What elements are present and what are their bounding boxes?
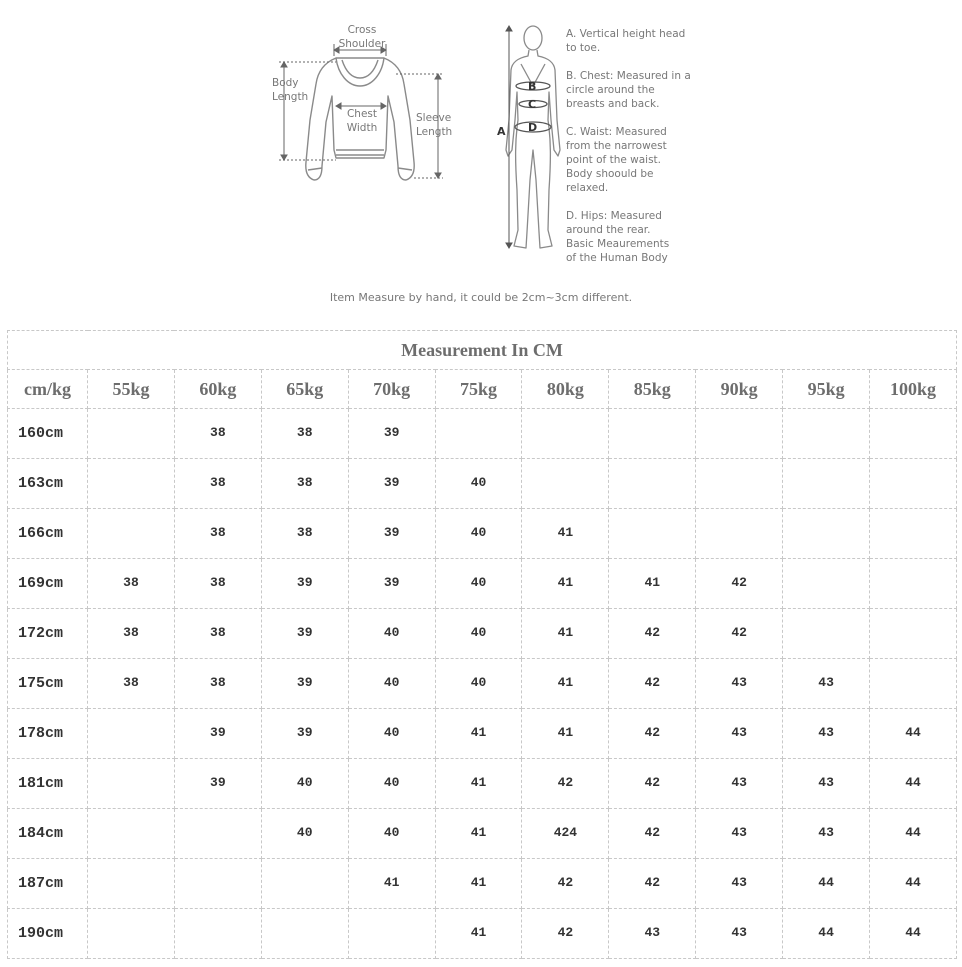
size-cell: 43 xyxy=(696,859,783,909)
size-cell: 40 xyxy=(348,809,435,859)
size-cell xyxy=(870,559,957,609)
size-cell: 38 xyxy=(174,609,261,659)
size-cell: 38 xyxy=(174,409,261,459)
size-cell xyxy=(88,459,175,509)
size-cell: 44 xyxy=(870,759,957,809)
size-cell xyxy=(174,809,261,859)
size-cell: 40 xyxy=(435,459,522,509)
size-cell: 44 xyxy=(870,909,957,959)
size-cell: 42 xyxy=(696,559,783,609)
sleeve-length-label: Sleeve Length xyxy=(416,112,453,138)
size-cell: 41 xyxy=(435,709,522,759)
size-cell xyxy=(435,409,522,459)
size-cell xyxy=(609,409,696,459)
size-cell: 38 xyxy=(261,409,348,459)
body-letter-d: D xyxy=(528,121,538,134)
size-cell: 42 xyxy=(609,809,696,859)
size-cell: 44 xyxy=(783,859,870,909)
size-cell: 42 xyxy=(609,609,696,659)
size-cell: 41 xyxy=(522,609,609,659)
size-cell xyxy=(88,909,175,959)
size-cell: 44 xyxy=(870,809,957,859)
table-title: Measurement In CM xyxy=(8,331,957,370)
size-cell: 38 xyxy=(88,659,175,709)
size-cell xyxy=(261,859,348,909)
table-row xyxy=(8,559,957,609)
size-cell xyxy=(522,409,609,459)
size-cell: 40 xyxy=(435,659,522,709)
body-letter-c: C xyxy=(528,98,537,111)
size-cell: 44 xyxy=(870,709,957,759)
size-cell: 39 xyxy=(348,509,435,559)
size-cell: 41 xyxy=(348,859,435,909)
size-cell: 38 xyxy=(174,509,261,559)
size-cell: 40 xyxy=(348,759,435,809)
column-header: 70kg xyxy=(348,370,435,409)
size-cell: 42 xyxy=(696,609,783,659)
table-row xyxy=(8,909,957,959)
size-cell: 41 xyxy=(522,709,609,759)
human-body-diagram xyxy=(0,0,962,290)
column-header: 75kg xyxy=(435,370,522,409)
size-cell: 41 xyxy=(435,759,522,809)
size-cell xyxy=(783,409,870,459)
size-cell xyxy=(88,709,175,759)
table-row xyxy=(8,809,957,859)
row-height-label: 172cm xyxy=(8,609,88,659)
column-header: 55kg xyxy=(88,370,175,409)
size-cell: 43 xyxy=(783,709,870,759)
size-cell: 38 xyxy=(174,559,261,609)
size-cell: 40 xyxy=(348,659,435,709)
row-height-label: 184cm xyxy=(8,809,88,859)
note-hips: D. Hips: Measured around the rear. Basic Meaurements of the Human Body xyxy=(566,210,670,264)
size-cell: 43 xyxy=(783,759,870,809)
size-cell xyxy=(174,859,261,909)
size-cell: 39 xyxy=(174,709,261,759)
row-height-label: 187cm xyxy=(8,859,88,909)
size-cell: 424 xyxy=(522,809,609,859)
table-row xyxy=(8,659,957,709)
size-cell: 43 xyxy=(609,909,696,959)
column-header: 85kg xyxy=(609,370,696,409)
size-cell: 43 xyxy=(783,809,870,859)
row-height-label: 160cm xyxy=(8,409,88,459)
size-cell xyxy=(870,609,957,659)
note-height: A. Vertical height head to toe. xyxy=(566,28,686,54)
size-cell: 43 xyxy=(696,809,783,859)
row-height-label: 169cm xyxy=(8,559,88,609)
size-cell: 39 xyxy=(261,709,348,759)
size-cell: 41 xyxy=(435,859,522,909)
size-cell xyxy=(870,409,957,459)
row-height-label: 181cm xyxy=(8,759,88,809)
size-cell: 43 xyxy=(696,659,783,709)
size-cell: 44 xyxy=(870,859,957,909)
size-cell: 40 xyxy=(261,809,348,859)
table-row xyxy=(8,609,957,659)
column-header: 65kg xyxy=(261,370,348,409)
cross-shoulder-label: Cross Shoulder xyxy=(338,24,386,50)
row-height-label: 175cm xyxy=(8,659,88,709)
size-cell xyxy=(870,509,957,559)
column-header: 95kg xyxy=(783,370,870,409)
size-cell: 42 xyxy=(609,709,696,759)
size-cell: 42 xyxy=(522,859,609,909)
size-cell xyxy=(88,809,175,859)
measure-caption: Item Measure by hand, it could be 2cm~3cm different. xyxy=(329,291,633,304)
table-row xyxy=(8,409,957,459)
size-cell: 38 xyxy=(88,559,175,609)
body-letter-b: B xyxy=(528,80,537,93)
size-cell: 40 xyxy=(435,609,522,659)
size-cell: 41 xyxy=(609,559,696,609)
size-cell xyxy=(88,759,175,809)
size-cell: 41 xyxy=(522,559,609,609)
size-cell: 40 xyxy=(261,759,348,809)
size-cell xyxy=(870,459,957,509)
size-cell: 39 xyxy=(348,459,435,509)
size-cell: 39 xyxy=(348,559,435,609)
size-cell: 43 xyxy=(696,759,783,809)
column-header-row xyxy=(8,370,957,409)
size-cell: 40 xyxy=(348,709,435,759)
size-cell xyxy=(348,909,435,959)
column-header: 80kg xyxy=(522,370,609,409)
table-row xyxy=(8,459,957,509)
measurement-notes xyxy=(566,27,706,279)
size-cell: 42 xyxy=(522,759,609,809)
size-cell: 43 xyxy=(696,909,783,959)
column-header: 90kg xyxy=(696,370,783,409)
size-cell: 42 xyxy=(609,859,696,909)
size-cell xyxy=(522,459,609,509)
size-cell xyxy=(88,859,175,909)
measurement-illustration xyxy=(0,0,962,320)
size-cell: 41 xyxy=(522,509,609,559)
size-cell: 41 xyxy=(435,809,522,859)
size-cell xyxy=(870,659,957,709)
size-cell: 40 xyxy=(435,509,522,559)
size-cell: 40 xyxy=(435,559,522,609)
table-row xyxy=(8,709,957,759)
size-cell: 42 xyxy=(609,759,696,809)
body-letter-a: A xyxy=(497,125,506,138)
row-height-label: 166cm xyxy=(8,509,88,559)
row-height-label: 163cm xyxy=(8,459,88,509)
size-cell: 39 xyxy=(261,659,348,709)
note-waist: C. Waist: Measured from the narrowest point of the waist. Body shoould be relaxed. xyxy=(566,126,667,194)
size-cell xyxy=(783,459,870,509)
row-height-label: 190cm xyxy=(8,909,88,959)
size-cell xyxy=(696,459,783,509)
table-row xyxy=(8,759,957,809)
size-chart-table xyxy=(7,330,957,959)
size-cell xyxy=(696,509,783,559)
size-cell: 39 xyxy=(348,409,435,459)
size-cell xyxy=(783,509,870,559)
table-row xyxy=(8,859,957,909)
size-cell xyxy=(88,409,175,459)
column-header: 60kg xyxy=(174,370,261,409)
size-cell: 39 xyxy=(261,559,348,609)
size-cell: 43 xyxy=(696,709,783,759)
size-cell xyxy=(783,559,870,609)
size-cell: 39 xyxy=(261,609,348,659)
size-cell: 41 xyxy=(522,659,609,709)
size-cell: 42 xyxy=(609,659,696,709)
size-cell xyxy=(261,909,348,959)
size-cell xyxy=(609,509,696,559)
size-cell xyxy=(174,909,261,959)
size-cell: 38 xyxy=(88,609,175,659)
note-chest: B. Chest: Measured in a circle around the breasts and back. xyxy=(566,70,691,110)
size-cell: 40 xyxy=(348,609,435,659)
size-cell: 42 xyxy=(522,909,609,959)
size-cell: 43 xyxy=(783,659,870,709)
chest-width-label: Chest Width xyxy=(346,108,378,134)
table-row xyxy=(8,509,957,559)
size-cell xyxy=(609,459,696,509)
size-cell xyxy=(88,509,175,559)
size-cell xyxy=(783,609,870,659)
size-cell: 38 xyxy=(174,459,261,509)
size-cell: 41 xyxy=(435,909,522,959)
size-cell: 38 xyxy=(174,659,261,709)
size-cell xyxy=(696,409,783,459)
body-length-label: Body Length xyxy=(272,77,309,103)
size-cell: 38 xyxy=(261,459,348,509)
row-height-label: 178cm xyxy=(8,709,88,759)
size-cell: 39 xyxy=(174,759,261,809)
column-header: cm/kg xyxy=(8,370,88,409)
size-cell: 44 xyxy=(783,909,870,959)
column-header: 100kg xyxy=(870,370,957,409)
size-cell: 38 xyxy=(261,509,348,559)
table-body xyxy=(8,409,957,959)
